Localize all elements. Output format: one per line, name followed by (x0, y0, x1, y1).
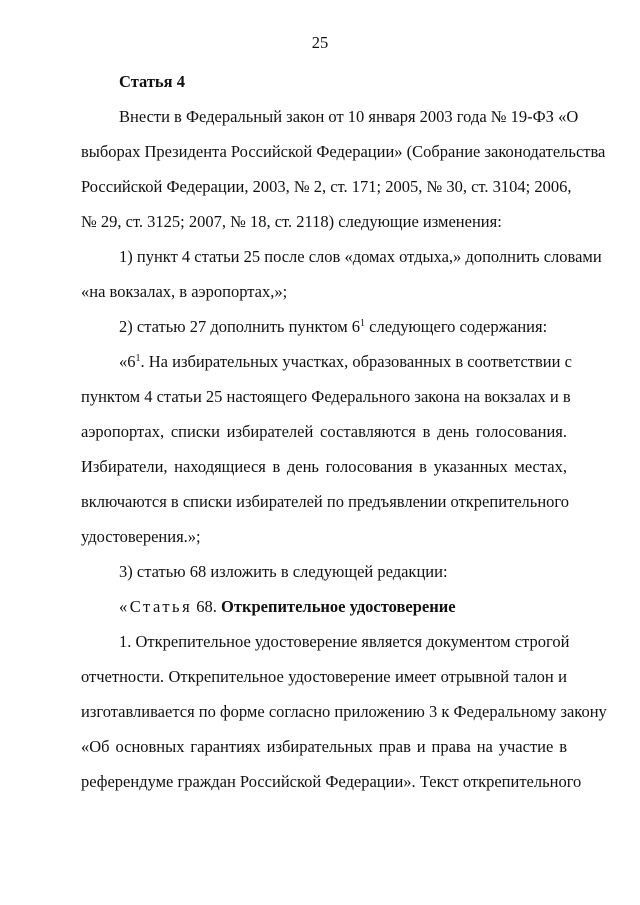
superscript: 1 (360, 318, 366, 329)
text-line: № 29, ст. 3125; 2007, № 18, ст. 2118) следующие изменения: (81, 212, 502, 231)
text-line: «Об основных гарантиях избирательных прав и права на участие в (81, 737, 567, 756)
text-line: пунктом 4 статьи 25 настоящего Федерального закона на вокзалах и в (81, 387, 571, 406)
page-number: 25 (311, 33, 329, 52)
text-line: отчетности. Открепительное удостоверение имеет отрывной талон и (81, 667, 567, 686)
text-span: . На избирательных участках, образованных в соответствии с (140, 352, 572, 371)
text-line: включаются в списки избирателей по предъявлении открепительного (81, 492, 570, 511)
heading-prefix: «Статья (119, 597, 193, 616)
text-line: аэропортах, списки избирателей составляются в день голосования. (81, 422, 567, 441)
intro-paragraph (81, 99, 606, 239)
amendment-item-2 (81, 309, 567, 344)
document-body (81, 64, 607, 799)
text-line (81, 344, 572, 379)
amendment-item-3 (81, 554, 567, 589)
article-68-heading (81, 589, 567, 624)
text-span: «6 (119, 352, 136, 371)
superscript: 1 (135, 353, 141, 364)
article-68-paragraph-1 (81, 624, 607, 799)
amendment-item-1 (81, 239, 602, 309)
text-line: выборах Президента Российской Федерации» (Собрание законодательства (81, 142, 606, 161)
text-line: «на вокзалах, в аэропортах,»; (81, 282, 288, 301)
text-line: Российской Федерации, 2003, № 2, ст. 171; 2005, № 30, ст. 3104; 2006, (81, 177, 572, 196)
text-line: 1. Открепительное удостоверение является документом строгой (119, 632, 570, 651)
quoted-clause-6-1 (81, 344, 572, 554)
heading-title: Открепительное удостоверение (216, 597, 456, 616)
text-line: Внести в Федеральный закон от 10 января 2003 года № 19-ФЗ «О (119, 107, 579, 126)
text-span: следующего содержания: (365, 317, 548, 336)
heading-number: 68. (192, 597, 217, 616)
text-line: 3) статью 68 изложить в следующей редакции: (119, 562, 448, 581)
article-heading: Статья 4 (119, 72, 185, 91)
text-span: 2) статью 27 дополнить пунктом 6 (119, 317, 361, 336)
text-line (81, 309, 567, 344)
text-line: изготавливается по форме согласно приложению 3 к Федеральному закону (81, 702, 607, 721)
text-line: Избиратели, находящиеся в день голосования в указанных местах, (81, 457, 567, 476)
text-line: референдуме граждан Российской Федерации». Текст открепительного (81, 772, 582, 791)
text-line: удостоверения.»; (81, 527, 201, 546)
text-line: 1) пункт 4 статьи 25 после слов «домах отдыха,» дополнить словами (119, 247, 602, 266)
